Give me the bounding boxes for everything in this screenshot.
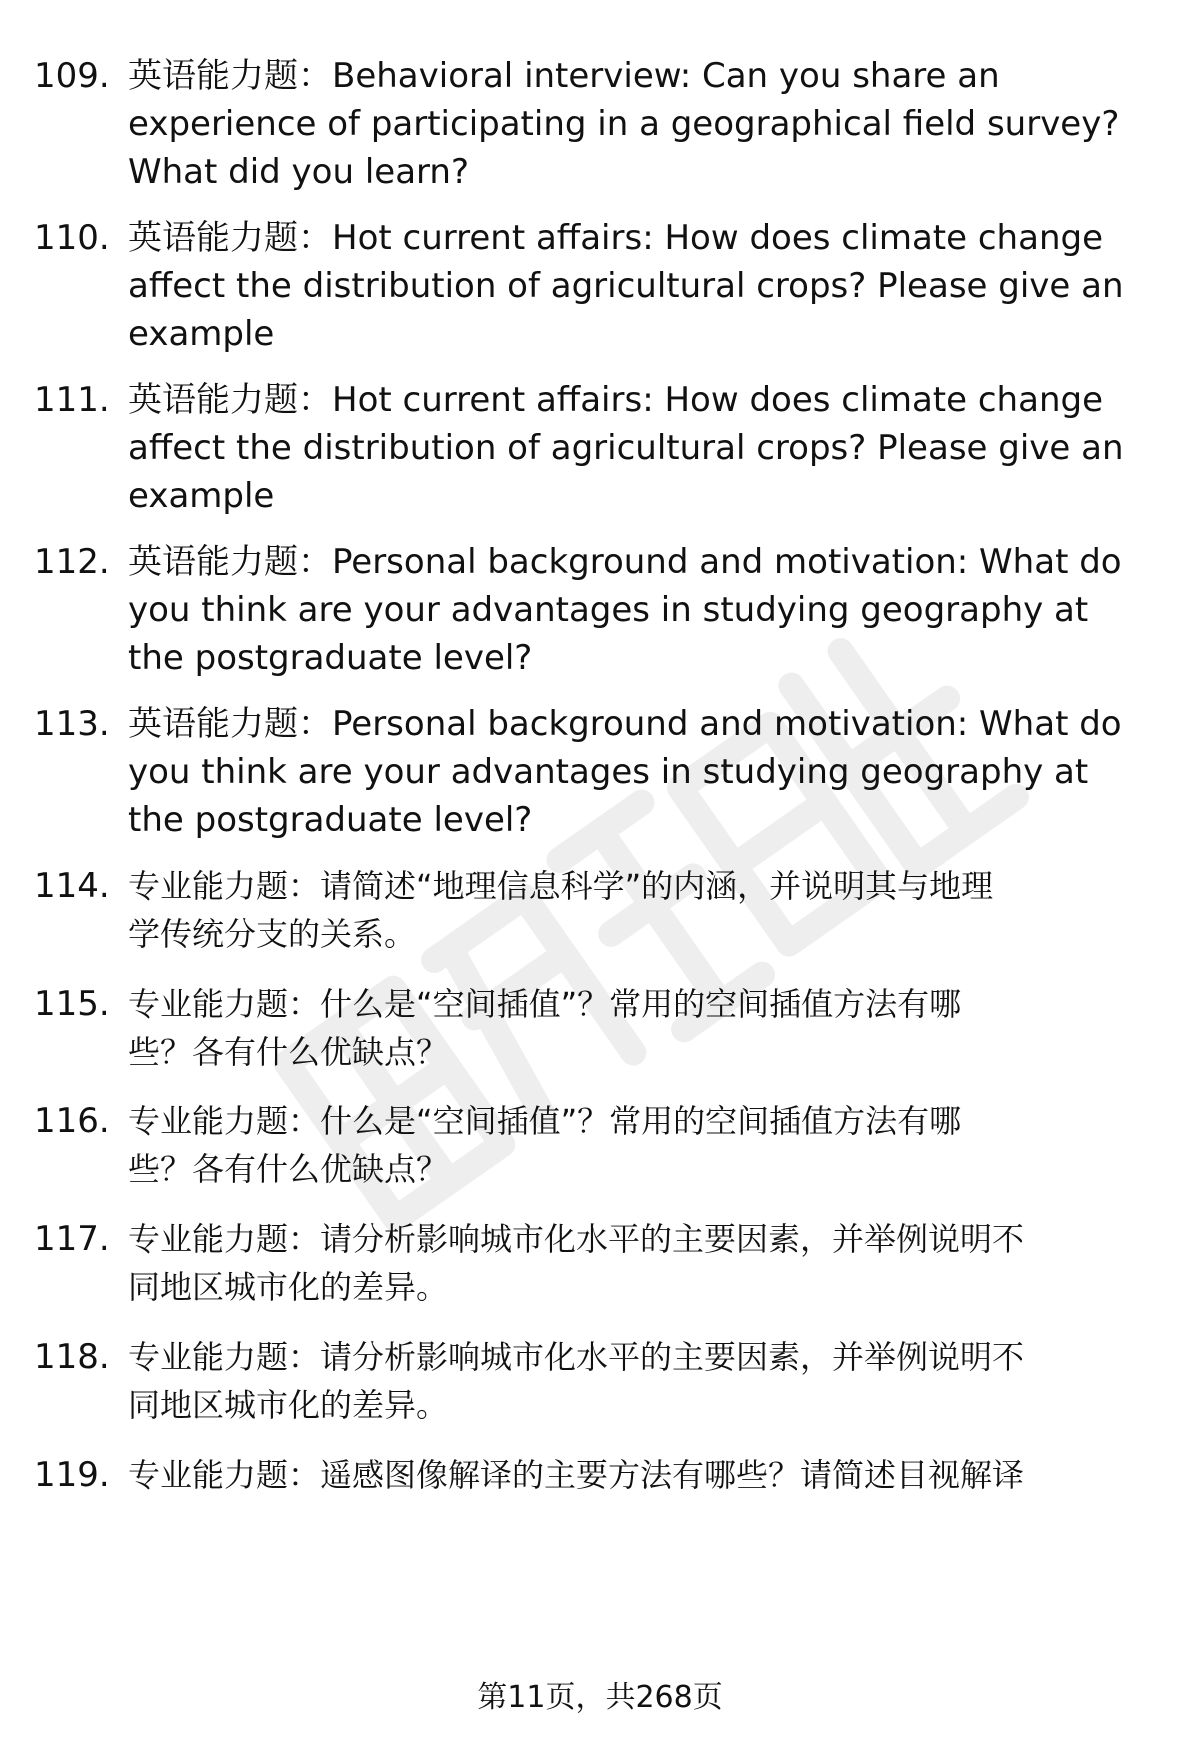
question-text: 英语能力题：Personal background and motivation: What do you think are your advantages in studying geography at the postgraduate level? (128, 704, 1122, 840)
question-text: 英语能力题：Behavioral interview: Can you share an experience of participating in a geographical field survey? What did you learn? (128, 56, 1120, 192)
question-number: 114. (34, 866, 110, 906)
question-number: 115. (34, 984, 110, 1024)
question-text: 英语能力题：Hot current affairs: How does climate change affect the distribution of agricultural crops? Please give an example (128, 380, 1124, 516)
question-text: 专业能力题：什么是“空间插值”？常用的空间插值方法有哪 些？各有什么优缺点？ (128, 1102, 962, 1188)
question-text: 专业能力题：请简述“地理信息科学”的内涵，并说明其与地理 学传统分支的关系。 (128, 867, 994, 953)
question-text: 专业能力题：请分析影响城市化水平的主要因素，并举例说明不 同地区城市化的差异。 (128, 1220, 1025, 1306)
question-number: 116. (34, 1101, 110, 1141)
question-number: 113. (34, 704, 110, 744)
question-number: 109. (34, 56, 110, 96)
question-text: 英语能力题：Personal background and motivation: What do you think are your advantages in studying geography at the postgraduate level? (128, 542, 1122, 678)
question-number: 118. (34, 1337, 110, 1377)
page-number-footer: 第11页，共268页 (477, 1680, 723, 1715)
question-number: 111. (34, 380, 110, 420)
question-number: 110. (34, 218, 110, 258)
question-number: 117. (34, 1219, 110, 1259)
question-text: 专业能力题：遥感图像解译的主要方法有哪些？请简述目视解译 (128, 1456, 1025, 1494)
question-text: 专业能力题：请分析影响城市化水平的主要因素，并举例说明不 同地区城市化的差异。 (128, 1338, 1025, 1424)
question-number: 112. (34, 542, 110, 582)
question-text: 专业能力题：什么是“空间插值”？常用的空间插值方法有哪 些？各有什么优缺点？ (128, 985, 962, 1071)
question-text: 英语能力题：Hot current affairs: How does climate change affect the distribution of agricultural crops? Please give an example (128, 218, 1124, 354)
question-number: 119. (34, 1455, 110, 1495)
